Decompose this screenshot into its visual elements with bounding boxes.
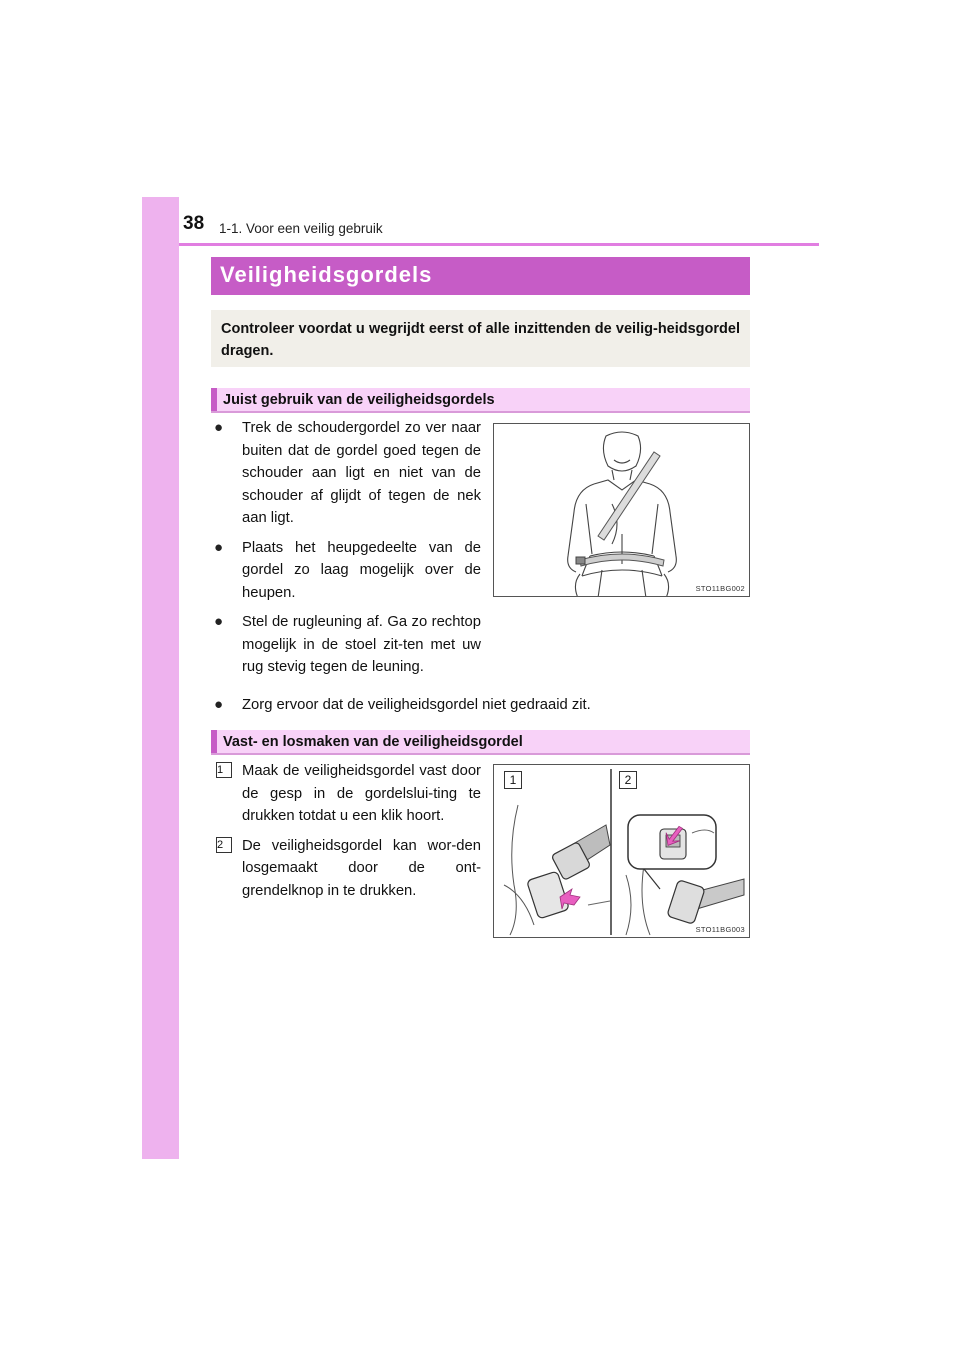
list-item bbox=[211, 611, 481, 679]
figure-code: STO11BG002 bbox=[695, 584, 745, 593]
step-list bbox=[211, 760, 481, 909]
list-item bbox=[211, 417, 481, 530]
list-item bbox=[211, 537, 481, 605]
bullet-text: Trek de schoudergordel zo ver naar buiten dat de gordel goed tegen de schouder aan ligt en niet van de schouder af glijdt of tegen de nek aan ligt. bbox=[242, 420, 481, 526]
page-title-bar bbox=[211, 257, 750, 295]
header-rule bbox=[179, 243, 819, 246]
figure-code: STO11BG003 bbox=[695, 925, 745, 934]
intro-text: Controleer voordat u wegrijdt eerst of alle inzittenden de veilig-heidsgordel dragen. bbox=[221, 321, 740, 359]
step-item bbox=[211, 835, 481, 903]
seated-person-illustration bbox=[494, 424, 750, 597]
bullet-icon: ● bbox=[214, 696, 224, 713]
bullet-list-wide bbox=[211, 694, 751, 724]
buckle-illustration bbox=[494, 765, 750, 938]
bullet-text: Plaats het heupgedeelte van de gordel zo laag mogelijk over de heupen. bbox=[242, 539, 481, 601]
buckle-figure bbox=[493, 764, 750, 938]
bullet-icon: ● bbox=[214, 613, 224, 630]
section-heading-fasten-unfasten bbox=[211, 730, 750, 755]
bullet-list bbox=[211, 417, 481, 686]
step-number-badge: 2 bbox=[216, 837, 232, 853]
bullet-icon: ● bbox=[214, 419, 224, 436]
section-heading-correct-use bbox=[211, 388, 750, 413]
section-heading-text: Vast- en losmaken van de veiligheidsgordel bbox=[223, 734, 523, 750]
step-number-badge: 1 bbox=[216, 762, 232, 778]
figure-label-1: 1 bbox=[504, 771, 522, 789]
seatbelt-posture-figure bbox=[493, 423, 750, 597]
intro-box bbox=[211, 310, 750, 367]
page-number: 38 bbox=[183, 213, 205, 234]
section-heading-text: Juist gebruik van de veiligheidsgordels bbox=[223, 392, 495, 408]
figure-label-2: 2 bbox=[619, 771, 637, 789]
running-head: 1-1. Voor een veilig gebruik bbox=[219, 221, 383, 236]
step-text: Maak de veiligheidsgordel vast door de gesp in de gordelslui-ting te drukken totdat u een klik hoort. bbox=[242, 763, 481, 824]
step-text: De veiligheidsgordel kan wor-den losgemaakt door de ont-grendelknop in te drukken. bbox=[242, 837, 481, 899]
bullet-text: Stel de rugleuning af. Ga zo rechtop mogelijk in de stoel zit-ten met uw rug stevig tegen de leuning. bbox=[242, 614, 481, 675]
list-item bbox=[211, 694, 751, 717]
bullet-text: Zorg ervoor dat de veiligheidsgordel niet gedraaid zit. bbox=[242, 697, 591, 713]
chapter-side-tab bbox=[142, 197, 179, 1159]
step-item bbox=[211, 760, 481, 828]
page-title: Veiligheidsgordels bbox=[220, 262, 433, 287]
bullet-icon: ● bbox=[214, 538, 224, 556]
